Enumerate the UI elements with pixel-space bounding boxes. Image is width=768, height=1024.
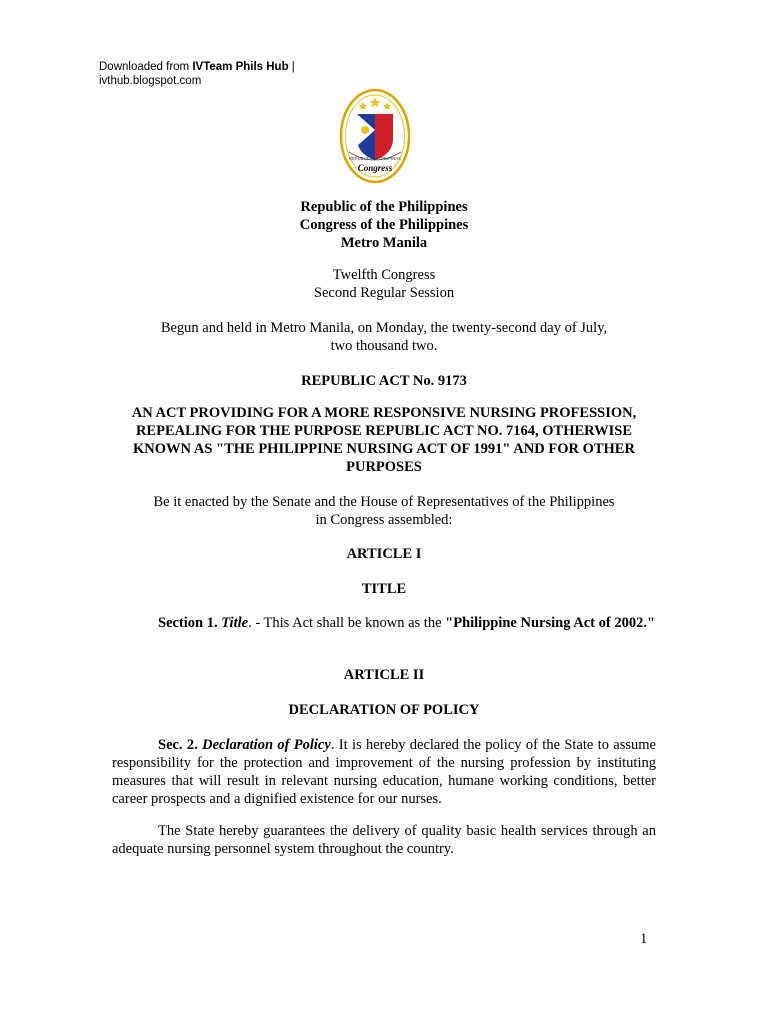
republic-line: Republic of the Philippines xyxy=(300,199,468,215)
section-2-label: Sec. 2. xyxy=(158,737,198,753)
enacting-line-2: in Congress assembled: xyxy=(315,512,453,528)
section-2-paragraph-2: The State hereby guarantees the delivery of quality basic health services through an adequate nursing personnel system throughout the country. xyxy=(112,823,656,857)
act-title-line-4: PURPOSES xyxy=(346,459,422,475)
section-1-quote: "Philippine Nursing Act of 2002." xyxy=(445,615,656,631)
metro-manila-line: Metro Manila xyxy=(340,235,428,251)
congress-line: Congress of the Philippines xyxy=(299,217,469,233)
act-title xyxy=(112,404,656,476)
article-1-heading: ARTICLE I xyxy=(346,546,422,562)
section-2-text: . It is hereby declared the policy of the State to assume responsibility for the protection and improvement of the nursing profession by instituting measures that will result in relevant nursing education, humane working conditions, better career prospects and a dignified existence for our nurses. xyxy=(112,737,656,807)
page-number: 1 xyxy=(640,931,648,947)
download-source xyxy=(99,60,295,88)
session-info xyxy=(112,266,656,302)
congress-seal-icon xyxy=(339,88,411,184)
source-separator: | xyxy=(288,61,295,73)
section-2 xyxy=(112,736,656,808)
section-1-name: Title xyxy=(221,615,249,631)
download-prefix: Downloaded from xyxy=(99,61,193,73)
begun-statement xyxy=(112,319,656,355)
session-name: Second Regular Session xyxy=(313,285,455,301)
republic-header xyxy=(112,198,656,252)
section-1 xyxy=(112,614,656,632)
seal-top-text: REPUBLIKA NG PILIPINAS xyxy=(349,156,401,161)
act-title-line-1: AN ACT PROVIDING FOR A MORE RESPONSIVE NURSING PROFESSION, xyxy=(131,405,637,421)
article-1-title: TITLE xyxy=(361,581,407,597)
section-1-text: . - This Act shall be known as the xyxy=(248,615,446,631)
enacting-line-1: Be it enacted by the Senate and the House of Representatives of the Philippines xyxy=(153,494,615,510)
section-2-name: Declaration of Policy xyxy=(202,737,331,753)
congress-number: Twelfth Congress xyxy=(332,267,436,283)
begun-line-2: two thousand two. xyxy=(330,338,438,354)
act-title-line-2: REPEALING FOR THE PURPOSE REPUBLIC ACT NO. 7164, OTHERWISE xyxy=(135,423,633,439)
source-name: IVTeam Phils Hub xyxy=(192,61,289,73)
source-url: ivthub.blogspot.com xyxy=(99,75,202,87)
act-title-line-3: KNOWN AS "THE PHILIPPINE NURSING ACT OF 1991" AND FOR OTHER xyxy=(133,441,635,457)
begun-line-1: Begun and held in Metro Manila, on Monday, the twenty-second day of July, xyxy=(160,320,608,336)
article-2-title: DECLARATION OF POLICY xyxy=(288,702,480,718)
seal-bottom-text: Congress xyxy=(357,163,393,173)
enacting-clause xyxy=(112,493,656,529)
section-1-label: Section 1. xyxy=(158,615,218,631)
article-2-heading: ARTICLE II xyxy=(343,667,425,683)
act-number: REPUBLIC ACT No. 9173 xyxy=(301,373,467,389)
